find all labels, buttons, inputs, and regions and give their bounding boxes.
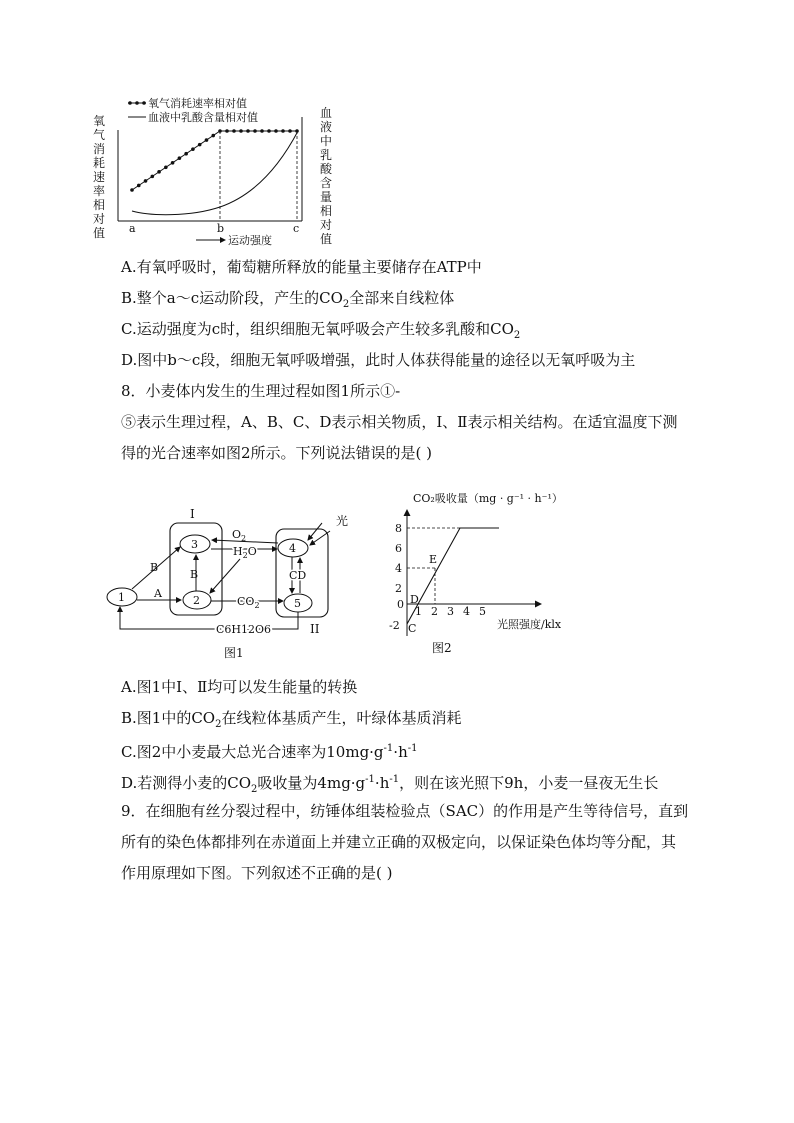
left-axis-char: 气 — [93, 128, 106, 142]
tick-b: b — [217, 222, 225, 235]
left-axis-char: 相 — [93, 198, 106, 212]
q7-option-a: A.有氧呼吸时，葡萄糖所释放的能量主要储存在ATP中 — [121, 258, 482, 276]
x-tick: 3 — [447, 605, 454, 618]
o2-dot — [198, 143, 202, 147]
text: 在线粒体基质产生，叶绿体基质消耗 — [221, 709, 462, 727]
q8-option-c — [121, 738, 417, 763]
light-arrow-1 — [308, 523, 322, 540]
o2-dot — [211, 134, 215, 138]
arrow-h2o-to-2 — [210, 559, 240, 593]
point-E: E — [429, 553, 438, 566]
y-tick: 4 — [395, 562, 402, 575]
text: CO — [237, 595, 255, 608]
o2-curve-dots — [130, 129, 299, 192]
text: B.图1中的CO — [121, 709, 216, 727]
text: ·h — [393, 743, 408, 761]
label-O2 — [232, 528, 246, 543]
o2-dot — [260, 129, 264, 133]
subscript: 2 — [251, 784, 258, 795]
left-axis-char: 氧 — [93, 114, 106, 128]
o2-dot — [225, 129, 229, 133]
superscript: -1 — [365, 774, 375, 785]
o2-dot — [281, 129, 285, 133]
o2-dot — [137, 184, 141, 188]
right-axis-char: 值 — [320, 232, 333, 246]
label-CO2 — [237, 595, 260, 610]
o2-dot — [288, 129, 292, 133]
y-tick: 8 — [395, 522, 402, 535]
tick-c: c — [293, 222, 300, 235]
y-axis-title: CO₂吸收量（mg · g⁻¹ · h⁻¹） — [413, 492, 563, 505]
left-axis-char: 对 — [93, 212, 106, 226]
left-axis-char: 值 — [93, 226, 106, 240]
y-tick: 0 — [397, 598, 404, 611]
left-axis-char: 耗 — [93, 156, 106, 170]
figure-2-graph — [385, 488, 585, 658]
subscript: 2 — [513, 330, 521, 341]
o2-dot — [274, 129, 278, 133]
right-axis-char: 血 — [320, 106, 333, 120]
y-tick: -2 — [389, 619, 400, 632]
o2-dot — [157, 170, 161, 174]
text: ，则在该光照下9h，小麦一昼夜无生长 — [399, 774, 659, 792]
o2-curve — [132, 131, 297, 190]
subscript: 2 — [254, 601, 260, 610]
left-axis-label — [93, 114, 105, 240]
o2-dot — [130, 188, 134, 192]
x-axis-label: 运动强度 — [228, 234, 272, 247]
q7-option-d: D.图中b～c段，细胞无氧呼吸增强，此时人体获得能量的途径以无氧呼吸为主 — [121, 351, 636, 369]
o2-dot — [218, 129, 222, 133]
o2-dot — [151, 175, 155, 179]
o2-dot — [239, 129, 243, 133]
right-axis-label — [320, 106, 333, 246]
o2-dot — [164, 166, 168, 170]
process-2-label: 2 — [193, 594, 200, 607]
text: 全部来自线粒体 — [349, 289, 455, 307]
label-light: 光 — [336, 514, 349, 528]
superscript: -1 — [389, 774, 400, 785]
process-5-label: 5 — [294, 597, 301, 610]
structure-I-label: I — [190, 507, 195, 521]
subscript: 2 — [242, 551, 248, 560]
subscript: 2 — [342, 299, 350, 310]
tick-a: a — [129, 222, 136, 235]
o2-dot — [171, 161, 175, 165]
legend-o2: 氧气消耗速率相对值 — [148, 97, 247, 110]
x-tick: 1 — [415, 605, 422, 618]
left-axis-char: 消 — [93, 142, 106, 156]
x-tick: 2 — [431, 605, 438, 618]
o2-dot — [184, 152, 188, 156]
q8-option-a: A.图1中I、Ⅱ均可以发生能量的转换 — [121, 678, 358, 696]
y-tick: 2 — [395, 582, 402, 595]
right-axis-char: 量 — [320, 190, 333, 204]
light-arrow-2 — [310, 531, 330, 545]
text: D.若测得小麦的CO — [121, 774, 252, 792]
left-axis-char: 速 — [93, 170, 106, 184]
arrow-head — [220, 237, 226, 243]
figure-1-diagram — [100, 505, 365, 665]
text: C.运动强度为c时，组织细胞无氧呼吸会产生较多乳酸和CO — [121, 320, 514, 338]
o2-dot — [191, 147, 195, 151]
subscript: 2 — [215, 719, 222, 730]
o2-dot — [144, 179, 148, 183]
right-axis-char: 乳 — [320, 148, 333, 162]
subscript: 2 — [241, 534, 247, 543]
figure-1-caption: 图1 — [224, 646, 244, 660]
text: B.整个a～c运动阶段，产生的CO — [121, 289, 343, 307]
structure-II-label: II — [310, 622, 320, 636]
right-axis-char: 含 — [320, 176, 333, 190]
text: O — [247, 545, 257, 558]
o2-dot — [232, 129, 236, 133]
q7-option-c — [121, 318, 520, 347]
x-axis-title: 光照强度/klx — [497, 618, 562, 631]
label-B1: B — [150, 561, 159, 574]
q8-option-b — [121, 707, 462, 736]
q9-stem-line2: 所有的染色体都排列在赤道面上并建立正确的双极定向，以保证染色体均等分配，其 — [121, 833, 677, 851]
text: 吸收量为4mg·g — [257, 774, 366, 792]
label-B2: B — [190, 568, 199, 581]
tick-labels — [389, 522, 486, 632]
label-A: A — [154, 587, 162, 600]
q8-option-d — [121, 769, 658, 801]
legend-lactate: 血液中乳酸含量相对值 — [148, 111, 258, 124]
right-axis-char: 相 — [320, 204, 333, 218]
point-C: C — [408, 622, 417, 635]
o2-dot — [267, 129, 271, 133]
superscript: -1 — [407, 743, 418, 754]
x-tick: 4 — [463, 605, 470, 618]
label-H2O — [233, 545, 257, 560]
q7-option-b — [121, 287, 454, 316]
figure-2-caption: 图2 — [432, 641, 452, 655]
text: O — [232, 528, 242, 541]
right-axis-char: 酸 — [320, 162, 333, 176]
q8-stem-line3: 得的光合速率如图2所示。下列说法错误的是( ) — [121, 444, 433, 462]
q8-stem-line1: 8．小麦体内发生的生理过程如图1所示①- — [121, 382, 401, 400]
text: ·h — [374, 774, 390, 792]
text: C.图2中小麦最大总光合速率为10mg·g — [121, 743, 384, 761]
right-axis-char: 中 — [320, 134, 333, 148]
right-axis-char: 液 — [320, 120, 333, 134]
o2-dot — [253, 129, 257, 133]
o2-dot — [205, 138, 209, 142]
y-tick: 6 — [395, 542, 402, 555]
q9-stem-line3: 作用原理如下图。下列叙述不正确的是( ) — [121, 864, 393, 882]
right-axis-char: 对 — [320, 218, 333, 232]
label-glucose: C6H12O6 — [216, 623, 272, 636]
exercise-graph — [90, 95, 340, 253]
process-3-label: 3 — [191, 538, 198, 551]
label-CD: CD — [289, 569, 307, 582]
o2-dot — [246, 129, 250, 133]
q8-stem-line2: ⑤表示生理过程，A、B、C、D表示相关物质，I、Ⅱ表示相关结构。在适宜温度下测 — [121, 413, 678, 431]
x-tick: 5 — [479, 605, 486, 618]
legend — [128, 96, 258, 124]
process-1-label: 1 — [118, 591, 125, 604]
arrow-5-to-1-glucose — [120, 607, 298, 629]
o2-dot — [178, 156, 182, 160]
left-axis-char: 率 — [93, 184, 106, 198]
process-4-label: 4 — [289, 542, 296, 555]
point-D: D — [410, 593, 419, 606]
text: H — [233, 545, 243, 558]
q9-stem-line1: 9．在细胞有丝分裂过程中，纺锤体组装检验点（SAC）的作用是产生等待信号，直到 — [121, 802, 689, 820]
superscript: -1 — [383, 743, 394, 754]
